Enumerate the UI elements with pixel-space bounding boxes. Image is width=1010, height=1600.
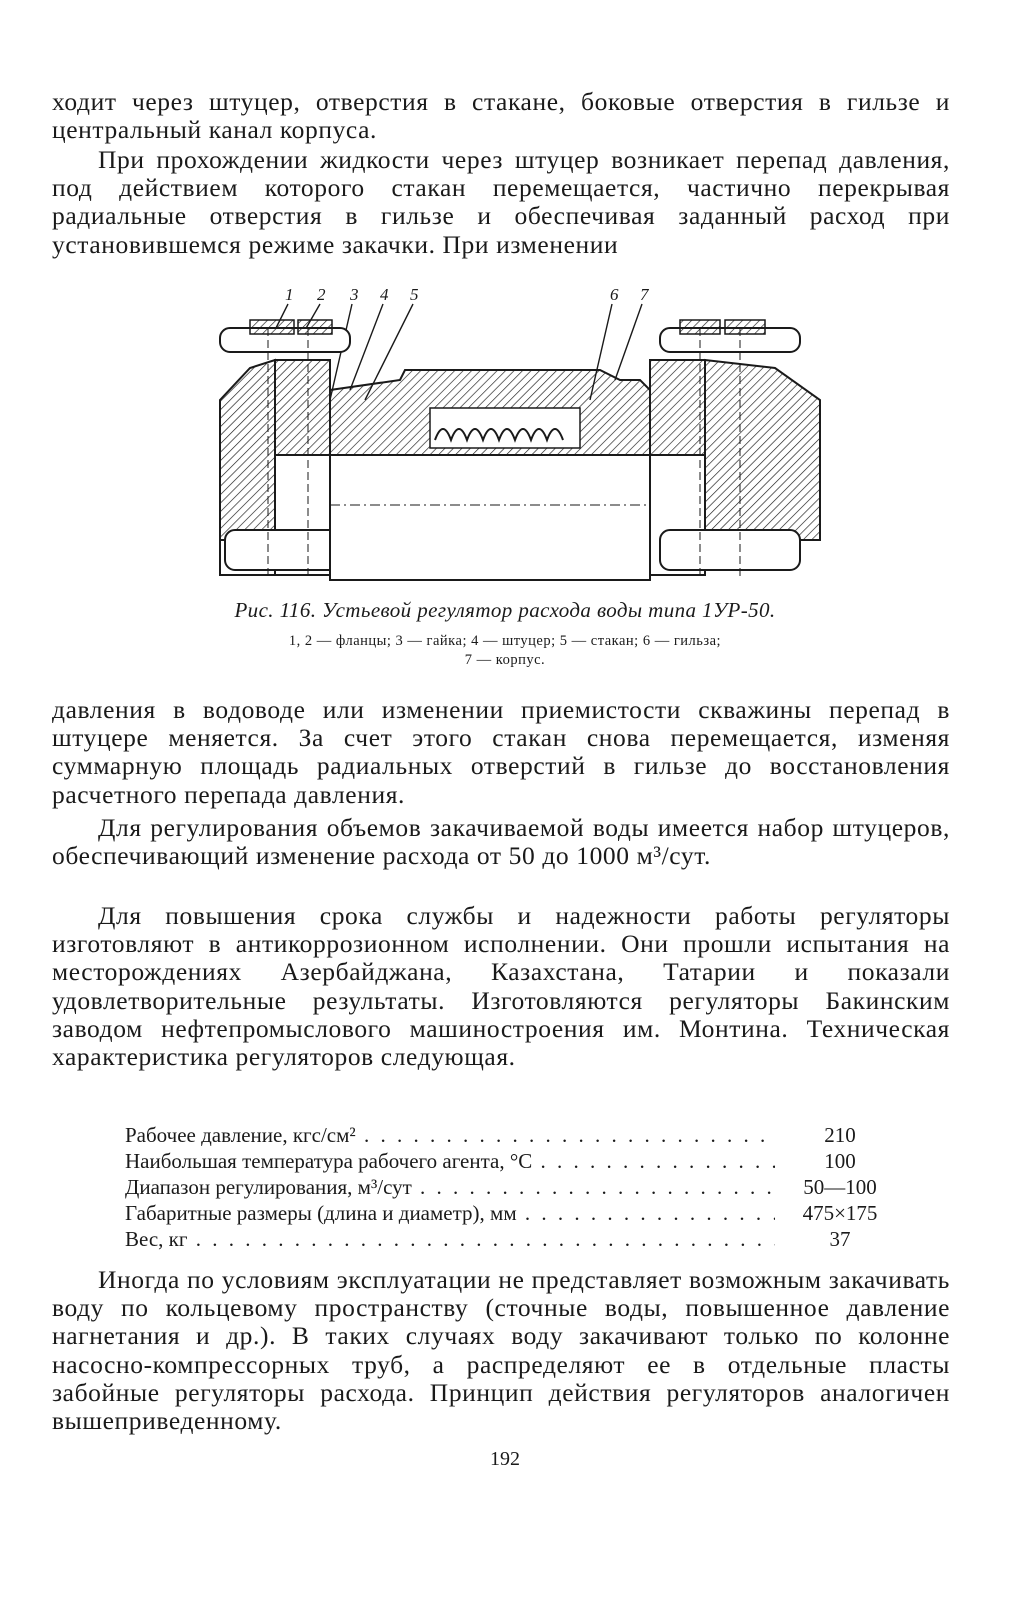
caption-legend-line-2: 7 — корпус.: [464, 652, 546, 668]
paragraph-2: При прохождении жидкости через штуцер возникает перепад давления, под действием которого стакан перемещается, частично перекрывая радиальные отверстия в гильзе и обеспечивая заданный расход при установившемся режиме закачки. При изменении: [52, 145, 950, 259]
part-label-4: 4: [380, 285, 389, 304]
part-labels: [285, 285, 650, 304]
caption-legend-line-1: 1, 2 — фланцы; 3 — гайка; 4 — штуцер; 5 — стакан; 6 — гильза;: [288, 633, 722, 649]
figure-caption-legend: [190, 632, 820, 670]
spec-value: 37: [829, 1227, 851, 1251]
figure-regulator-drawing: [180, 280, 840, 600]
part-label-2: 2: [317, 285, 326, 304]
spec-value: 100: [824, 1149, 856, 1173]
part-label-6: 6: [610, 285, 619, 304]
part-label-3: 3: [350, 285, 359, 304]
spec-row: [125, 1122, 905, 1148]
page-number: 192: [490, 1448, 520, 1470]
regulator-cross-section: [180, 280, 840, 600]
spec-label: Наибольшая температура рабочего агента, °С . . .: [125, 1148, 775, 1174]
spec-row: [125, 1226, 905, 1252]
spec-label: Габаритные размеры (длина и диаметр), мм . . .: [125, 1200, 775, 1226]
spec-row: [125, 1148, 905, 1174]
part-label-5: 5: [410, 285, 419, 304]
paragraph-4: Для регулирования объемов закачиваемой воды имеется набор штуцеров, обеспечивающий изменение расхода от 50 до 1000 м³/сут.: [52, 813, 950, 871]
spec-value: 50—100: [803, 1175, 877, 1199]
spec-label: Диапазон регулирования, м³/сут . . .: [125, 1174, 775, 1200]
right-flanges: [650, 320, 820, 580]
spec-table: [125, 1122, 905, 1252]
spec-row: [125, 1200, 905, 1226]
central-body: [330, 370, 650, 580]
spec-label: Рабочее давление, кгс/см² . . .: [125, 1122, 775, 1148]
spec-value: 475×175: [802, 1201, 878, 1225]
paragraph-5: Для повышения срока службы и надежности работы регуляторы изготовляют в антикоррозионном исполнении. Они прошли испытания на месторождениях Азербайджана, Казахстана, Татарии и показали удовлетворительные результаты. Изготовляются регуляторы Бакинским заводом нефтепромыслового машиностроения им. Монтина. Техническая характеристика регуляторов следующая.: [52, 901, 950, 1072]
part-label-1: 1: [285, 285, 294, 304]
paragraph-6: Иногда по условиям эксплуатации не представляет возможным закачивать воду по кольцевому пространству (сточные воды, повышенное давление нагнетания и др.). В таких случаях воду закачивают только по колонне насосно-компрессорных труб, а распределяют ее в отдельные пласты забойные регуляторы расхода. Принцип действия регуляторов аналогичен вышеприведенному.: [52, 1265, 950, 1436]
paragraph-3: давления в водоводе или изменении приемистости скважины перепад в штуцере меняется. За счет этого стакан снова перемещается, изменяя суммарную площадь радиальных отверстий в гильзе до восстановления расчетного перепада давления.: [52, 695, 950, 809]
figure-caption-title: Рис. 116. Устьевой регулятор расхода воды типа 1УР-50.: [234, 598, 776, 622]
spec-label: Вес, кг . . .: [125, 1226, 775, 1252]
paragraph-1: ходит через штуцер, отверстия в стакане, боковые отверстия в гильзе и центральный канал корпуса.: [52, 87, 950, 145]
part-label-7: 7: [640, 285, 649, 304]
spec-row: [125, 1174, 905, 1200]
spec-value: 210: [824, 1123, 856, 1147]
